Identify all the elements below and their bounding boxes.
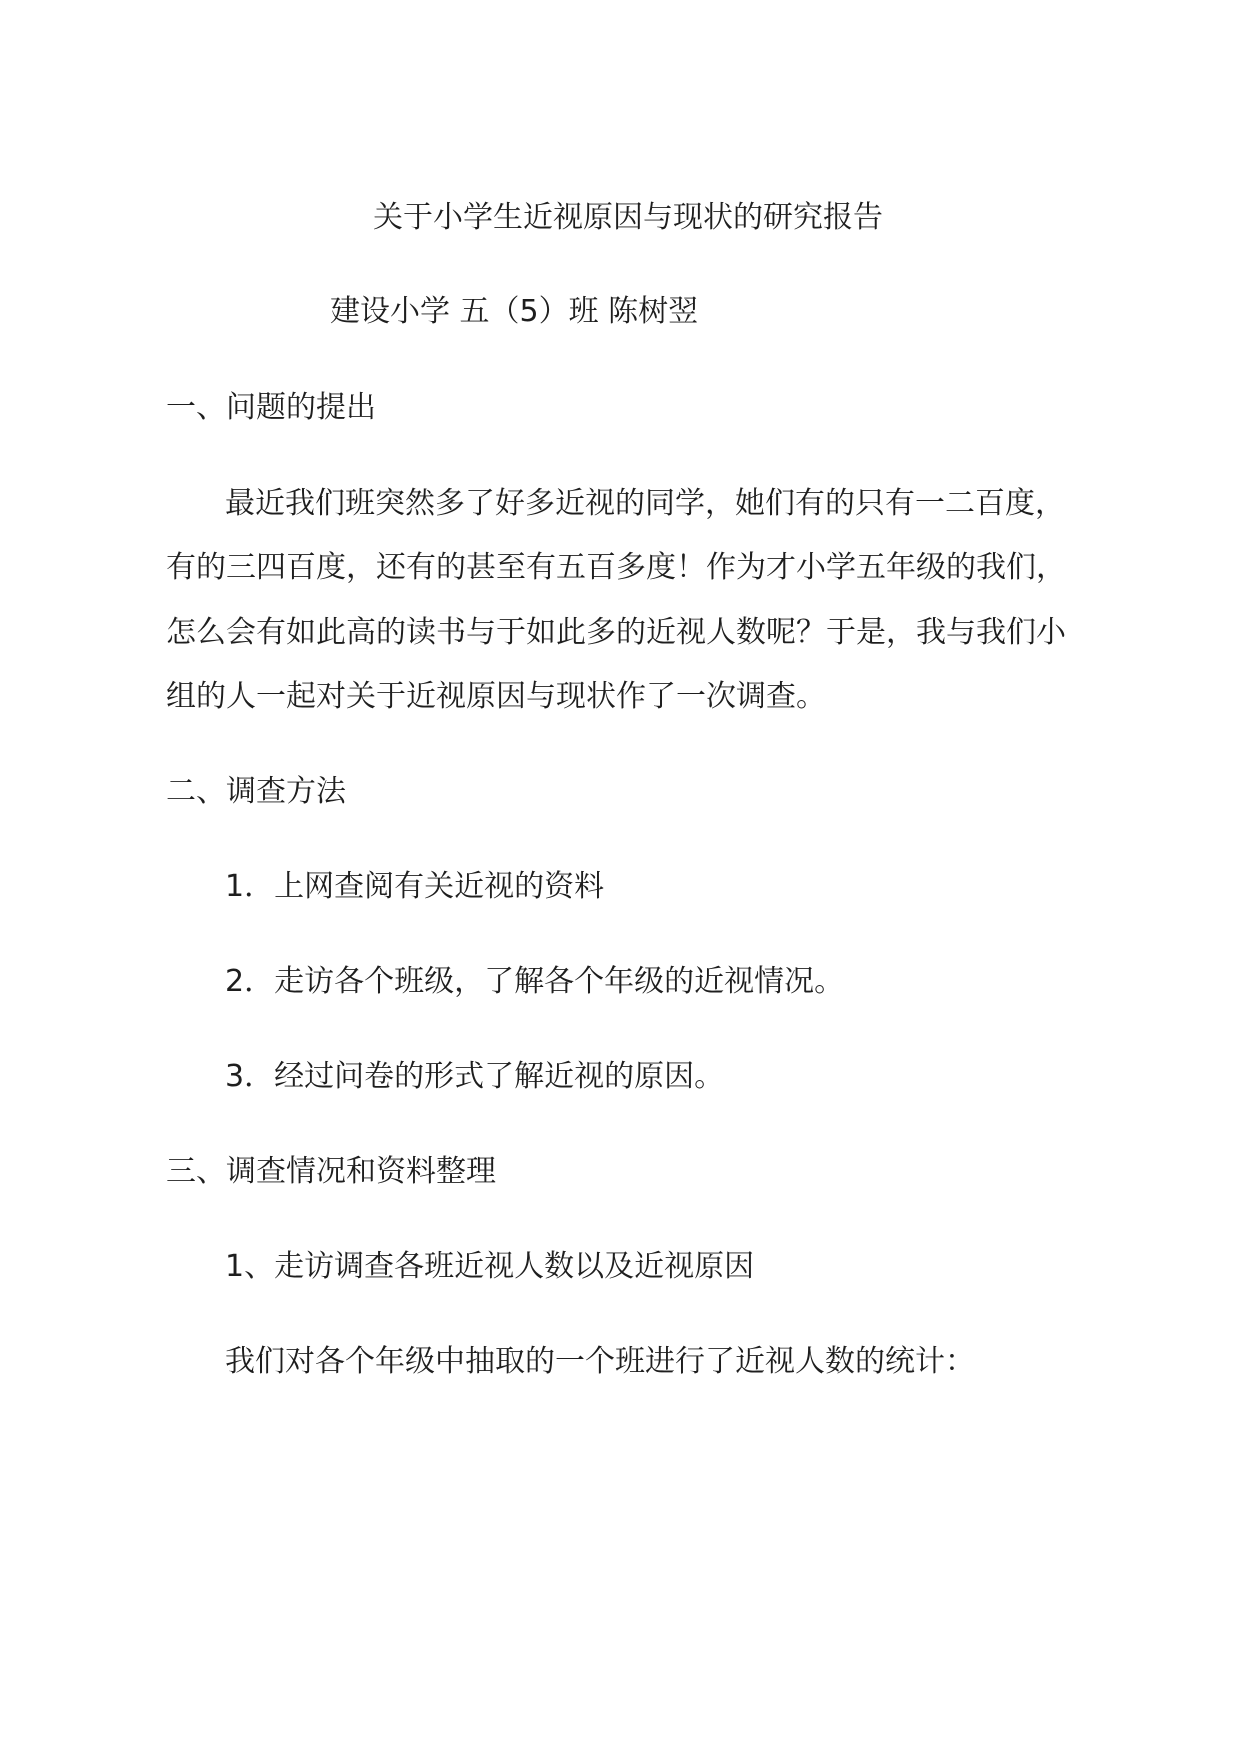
method-item-3: 3．经过问卷的形式了解近视的原因。 [225,1059,725,1094]
paragraph-line-4: 组的人一起对关于近视原因与现状作了一次调查。 [166,679,826,714]
paragraph-line-2: 有的三四百度，还有的甚至有五百多度！作为才小学五年级的我们， [166,550,1066,585]
section3-text: 我们对各个年级中抽取的一个班进行了近视人数的统计： [225,1344,975,1379]
author-line: 建设小学 五（5）班 陈树翌 [330,294,699,329]
section3-subheading: 1、走访调查各班近视人数以及近视原因 [225,1249,755,1284]
method-item-1: 1．上网查阅有关近视的资料 [225,869,605,904]
paragraph-line-3: 怎么会有如此高的读书与于如此多的近视人数呢？于是，我与我们小 [166,615,1066,650]
document-title: 关于小学生近视原因与现状的研究报告 [373,200,883,235]
section-heading-2: 二、调查方法 [166,774,346,809]
method-item-2: 2．走访各个班级，了解各个年级的近视情况。 [225,964,845,999]
paragraph-line-1: 最近我们班突然多了好多近视的同学，她们有的只有一二百度， [225,486,1065,521]
section-heading-3: 三、调查情况和资料整理 [166,1154,496,1189]
section-heading-1: 一、问题的提出 [166,390,376,425]
